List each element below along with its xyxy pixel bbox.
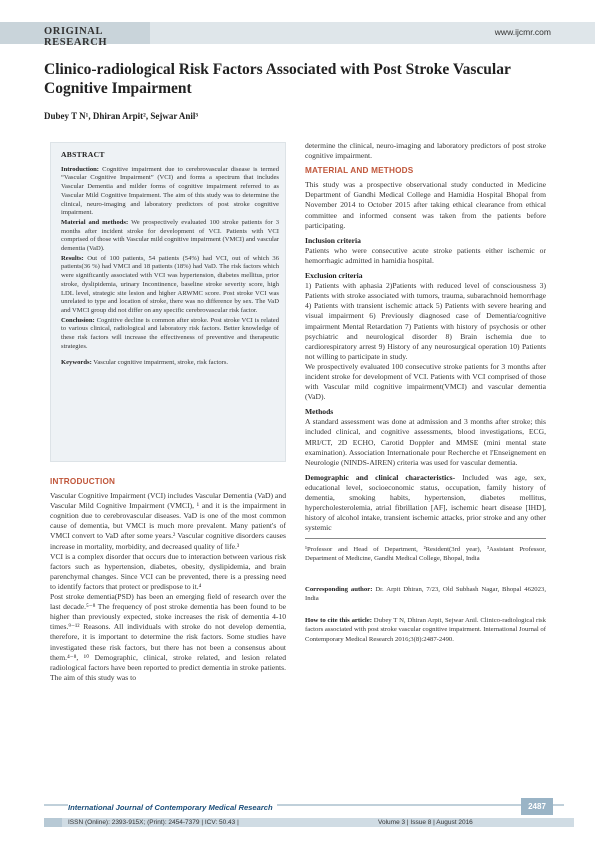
demographic-paragraph: Demographic and clinical characteristics- Included was age, sex, educational level, socioeconomic status, occupation, family history of dementia, smoking habits, hypertension, diabetes mellitus, hypercholesterolemia, atrial fibrillation [AF], ischemic heart disease [IHD], history of alcohol intake, transient ischemic attacks, prior stroke and any other systemic [305,472,546,533]
methods-text: A standard assessment was done at admission and 3 months after stroke; this included clinical, and cognitive assessments, blood investigations, ECG, MRI/CT, 2D ECHO, Carotid Doppler and MMSE (mini mental state examination). Association Internationale pour Recherche et l'Enseignement en Neurologie (NINDS-AIREN) criteria was used for vascular dementia. [305,417,546,467]
left-column [50,474,286,683]
footer-mark [44,818,62,827]
footnote-corresponding: Corresponding author: Dr. Arpit Dhiran, 7/23, Old Subhash Nagar, Bhopal 462023, India [305,586,546,603]
introduction-paragraph: VCI is a complex disorder that occurs due to interaction between various risk factors such as hypertension, diabetes, obesity, dyslipidemia, and brain parenchymal changes. Since VCI can be prevented, there is a pressing need to identify factors that protect or predispose to it.⁴ [50,551,286,591]
introduction-heading: INTRODUCTION [50,477,116,486]
introduction-paragraph: Vascular Cognitive Impairment (VCI) includes Vascular Dementia (VaD) and Vascular Mild Cognitive Impairment (VMCI), ¹ and it is the impairment in cognition due to cerebrovascular diseases. VaD is one of the most common cause of dementia, but VMCI is much more prevalent. Many patient's of VMCI convert to VaD after some years.² Vascular cognitive disorders causes increase in mortality, morbidity, and decreased quality of life.³ [50,491,286,551]
footer-volume: Volume 3 | Issue 8 | August 2016 [378,819,473,826]
introduction-paragraph: Post stroke dementia(PSD) has been an emerging field of research over the last decade.⁵⁻⁸ The frequency of post stroke dementia has been found to be higher than previously expected, stoke increases the risk of dementia 4-10 times.⁹⁻¹² Reasons. All individuals with stroke do not develop dementia, therefore, it is important to determine the risk factors. Some studies have investigated these risk factors, but there has not been a consensus about them.⁴⁻⁸, ¹⁰ Demographic, clinical, stroke related, and lesion related radiological factors have been reported to predict dementia in stroke patients. The aim of this study was to [50,592,286,682]
abstract-results: Results: Out of 100 patients, 54 patients (54%) had VCI, out of which 36 patients(36 %) had VMCI and 18 patients (18%) had VaD. The risk factors which were significantly associated with VCI was hypertension, diabetes mellitus, prior stroke, dyslipidemia, urinary Incontinence, baseline stroke severity score, high LDL level, strategic site lesion and higher ARWMC score. Post stroke VCI was unrelated to type and location of stroke, there was no difference by sex. The VaD and VMCI group did not differ on any specific cerebrovascular risk factor. [61,254,279,314]
exclusion-heading: Exclusion criteria [305,271,363,281]
exclusion-text: 1) Patients with aphasia 2)Patients with reduced level of consciousness 3) Patients with stroke associated with tumors, trauma, subarachnoid hemorrhage 4) Patients with transient ischemic attack 5) Patients with severe hearing and visual impairment 6) Previously diagnosed case of Dementia/cognitive impairment Mental Retardation 7) Patients with history of psychosis or other psychiatric and neurological disorder 8) Brain ischemia due to cardiorespiratory arrest 9) History of any neurosurgical operation 10) Patients not willing to participate in study. [305,281,546,361]
abstract-introduction: Introduction: Cognitive impairment due to cerebrovascular disease is termed “Vascular Cognitive Impairment” (VCI) and forms a spectrum that includes Vascular Dementia and milder forms of cognitive impairment referred to as Vascular Mild Cognitive Impairment. The aim of this study was to determine the clinical, neuro-imaging and laboratory predictors of post stroke cognitive impairment. [61,165,279,217]
article-title: Clinico-radiological Risk Factors Associated with Post Stroke Vascular Cognitive Impairment [44,61,511,97]
footnote-citation: How to cite this article: Dubey T N, Dhiran Arpit, Sejwar Anil. Clinico-radiological risk factors associated with post stroke vascular cognitive impairment. International Journal of Contemporary Medical Research 2016;3(8):2487-2490. [305,617,547,643]
abstract-box [50,142,286,462]
footer-issn: ISSN (Online): 2393-915X; (Print): 2454-7379 | ICV: 50.43 | [68,819,239,826]
journal-url[interactable]: www.ijcmr.com [494,27,551,37]
article-authors: Dubey T N¹, Dhiran Arpit², Sejwar Anil³ [44,111,199,121]
inclusion-heading: Inclusion criteria [305,235,361,245]
page-number-badge: 2487 [521,798,553,815]
abstract-methods: Material and methods: We prospectively evaluated 100 stroke patients for 3 months after incident stroke for development of VCI. Patients with VCI comprised of those with Vascular mild cognitive impairment (VMCI) and vascular dementia (VaD). [61,218,279,253]
footnote-divider [305,538,546,539]
right-column [305,141,546,533]
exclusion-followup: We prospectively evaluated 100 consecutive stroke patients for 3 months after incident stroke for development of VCI. Patients with VCI comprised of those with Vascular mild cognitive impairment(VMCI) and vascular dementia (VaD). [305,361,546,402]
abstract-conclusion: Conclusion: Cognitive decline is common after stroke. Post stroke VCI is related to various clinical, radiological and laboratory risk factors. Better knowledge of these risk factors will increase the effectiveness of preventive and therapeutic strategies. [61,316,279,350]
inclusion-text: Patients who were consecutive acute stroke patients either ischemic or hemorrhagic admitted in hamidia hospital. [305,245,546,265]
methods-paragraph: This study was a prospective observational study conducted in Medicine Department of Gandhi Medical College and Hamidia Hospital Bhopal from November 2014 to October 2015 after taking ethical clearance from ethical committee and informed consent was taken from the patients before participating. [305,180,546,230]
section-label-box [0,22,150,48]
methods-heading: MATERIAL AND METHODS [305,166,414,176]
section-label: ORIGINAL RESEARCH [44,26,108,48]
footer-journal-title: International Journal of Contemporary Medical Research [68,803,277,812]
introduction-continuation: determine the clinical, neuro-imaging and laboratory predictors of post stroke cognitive impairment. [305,141,546,161]
methods-subheading: Methods [305,407,334,417]
footnote-affiliation: ¹Professor and Head of Department, ²Resident(3rd year), ³Assistant Professor, Department of Medicine, Gandhi Medical College, Bhopal, India [305,546,546,563]
abstract-heading: ABSTRACT [61,150,105,159]
abstract-keywords: Keywords: Vascular cognitive impairment, stroke, risk factors. [61,359,229,367]
